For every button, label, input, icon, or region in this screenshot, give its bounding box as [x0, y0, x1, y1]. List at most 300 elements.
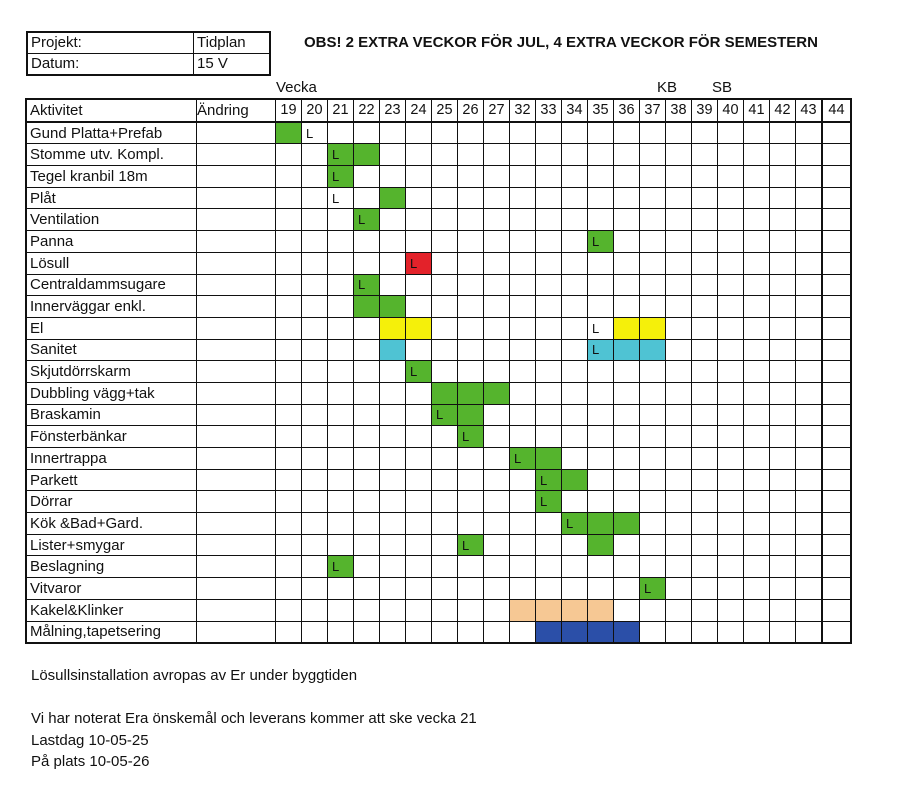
activity-row — [26, 361, 851, 383]
schedule-cell-week-33 — [536, 534, 562, 556]
week-header-22: 22 — [354, 99, 380, 122]
activity-row — [26, 296, 851, 318]
schedule-cell-week-42 — [770, 361, 796, 383]
schedule-cell-week-26 — [458, 209, 484, 231]
schedule-cell-week-36 — [614, 317, 640, 339]
schedule-cell-week-42 — [770, 274, 796, 296]
schedule-cell-week-33 — [536, 144, 562, 166]
schedule-cell-week-26 — [458, 166, 484, 188]
schedule-cell-week-21 — [328, 534, 354, 556]
schedule-cell-week-42 — [770, 252, 796, 274]
schedule-cell-week-26 — [458, 317, 484, 339]
schedule-cell-week-43 — [796, 187, 823, 209]
schedule-cell-week-27 — [484, 144, 510, 166]
schedule-cell-week-20 — [302, 448, 328, 470]
schedule-cell-week-25 — [432, 274, 458, 296]
schedule-cell-week-39 — [692, 339, 718, 361]
schedule-cell-week-37 — [640, 404, 666, 426]
schedule-cell-week-42 — [770, 122, 796, 144]
schedule-cell-week-34 — [562, 274, 588, 296]
delivery-marker: L — [332, 190, 340, 206]
change-cell — [197, 426, 276, 448]
schedule-cell-week-37 — [640, 448, 666, 470]
week-header-39: 39 — [692, 99, 718, 122]
schedule-cell-week-19 — [276, 317, 302, 339]
schedule-cell-week-40 — [718, 361, 744, 383]
schedule-cell-week-38 — [666, 296, 692, 318]
schedule-cell-week-21 — [328, 252, 354, 274]
week-header-40: 40 — [718, 99, 744, 122]
schedule-cell-week-36 — [614, 513, 640, 535]
schedule-cell-week-21 — [328, 621, 354, 643]
schedule-cell-week-35 — [588, 404, 614, 426]
schedule-cell-week-37 — [640, 426, 666, 448]
schedule-cell-week-20 — [302, 122, 328, 144]
schedule-cell-week-19 — [276, 556, 302, 578]
activity-row — [26, 274, 851, 296]
activity-name: Centraldammsugare — [26, 274, 197, 296]
change-cell — [197, 578, 276, 600]
schedule-cell-week-41 — [744, 382, 770, 404]
week-header-36: 36 — [614, 99, 640, 122]
schedule-cell-week-20 — [302, 621, 328, 643]
schedule-cell-week-39 — [692, 556, 718, 578]
schedule-cell-week-25 — [432, 252, 458, 274]
schedule-cell-week-35 — [588, 274, 614, 296]
schedule-cell-week-44 — [822, 382, 851, 404]
schedule-cell-week-43 — [796, 469, 823, 491]
schedule-cell-week-23 — [380, 252, 406, 274]
schedule-cell-week-19 — [276, 166, 302, 188]
activity-row — [26, 166, 851, 188]
schedule-cell-week-44 — [822, 317, 851, 339]
schedule-cell-week-40 — [718, 621, 744, 643]
schedule-cell-week-25 — [432, 209, 458, 231]
schedule-cell-week-40 — [718, 599, 744, 621]
schedule-cell-week-33 — [536, 166, 562, 188]
schedule-cell-week-26 — [458, 252, 484, 274]
schedule-cell-week-22 — [354, 556, 380, 578]
schedule-cell-week-21 — [328, 122, 354, 144]
schedule-cell-week-22 — [354, 296, 380, 318]
schedule-cell-week-34 — [562, 382, 588, 404]
schedule-cell-week-32 — [510, 382, 536, 404]
change-cell — [197, 122, 276, 144]
sb-flag: SB — [712, 79, 733, 96]
schedule-cell-week-44 — [822, 513, 851, 535]
schedule-cell-week-22 — [354, 534, 380, 556]
schedule-cell-week-23 — [380, 122, 406, 144]
schedule-cell-week-35 — [588, 599, 614, 621]
schedule-cell-week-20 — [302, 296, 328, 318]
schedule-cell-week-36 — [614, 534, 640, 556]
schedule-cell-week-41 — [744, 469, 770, 491]
schedule-cell-week-41 — [744, 404, 770, 426]
activity-name: Beslagning — [26, 556, 197, 578]
schedule-cell-week-42 — [770, 296, 796, 318]
schedule-cell-week-33 — [536, 339, 562, 361]
schedule-cell-week-27 — [484, 209, 510, 231]
delivery-marker: L — [410, 255, 418, 271]
schedule-cell-week-22 — [354, 187, 380, 209]
schedule-cell-week-36 — [614, 448, 640, 470]
schedule-cell-week-37 — [640, 382, 666, 404]
schedule-cell-week-26 — [458, 296, 484, 318]
schedule-cell-week-27 — [484, 578, 510, 600]
schedule-cell-week-36 — [614, 144, 640, 166]
schedule-cell-week-44 — [822, 122, 851, 144]
schedule-cell-week-22 — [354, 599, 380, 621]
schedule-cell-week-24 — [406, 469, 432, 491]
schedule-cell-week-19 — [276, 187, 302, 209]
schedule-cell-week-40 — [718, 578, 744, 600]
schedule-cell-week-41 — [744, 448, 770, 470]
schedule-cell-week-21 — [328, 382, 354, 404]
schedule-cell-week-23 — [380, 469, 406, 491]
schedule-cell-week-33 — [536, 122, 562, 144]
schedule-cell-week-26 — [458, 426, 484, 448]
schedule-cell-week-34 — [562, 231, 588, 253]
schedule-cell-week-38 — [666, 599, 692, 621]
schedule-cell-week-42 — [770, 339, 796, 361]
change-cell — [197, 361, 276, 383]
schedule-cell-week-38 — [666, 382, 692, 404]
activity-row — [26, 122, 851, 144]
schedule-cell-week-20 — [302, 513, 328, 535]
week-header-33: 33 — [536, 99, 562, 122]
schedule-cell-week-26 — [458, 491, 484, 513]
schedule-cell-week-24 — [406, 448, 432, 470]
schedule-cell-week-24 — [406, 296, 432, 318]
schedule-cell-week-41 — [744, 209, 770, 231]
schedule-cell-week-26 — [458, 556, 484, 578]
schedule-cell-week-20 — [302, 339, 328, 361]
week-header-34: 34 — [562, 99, 588, 122]
schedule-cell-week-19 — [276, 274, 302, 296]
activity-row — [26, 534, 851, 556]
schedule-cell-week-37 — [640, 209, 666, 231]
schedule-cell-week-33 — [536, 231, 562, 253]
schedule-cell-week-37 — [640, 122, 666, 144]
schedule-cell-week-19 — [276, 513, 302, 535]
schedule-cell-week-21 — [328, 231, 354, 253]
schedule-cell-week-21 — [328, 426, 354, 448]
schedule-cell-week-34 — [562, 166, 588, 188]
schedule-cell-week-21 — [328, 491, 354, 513]
project-info-box — [26, 31, 271, 76]
schedule-cell-week-38 — [666, 274, 692, 296]
schedule-cell-week-42 — [770, 469, 796, 491]
delivery-marker: L — [592, 320, 600, 336]
week-header-23: 23 — [380, 99, 406, 122]
week-header-21: 21 — [328, 99, 354, 122]
schedule-cell-week-36 — [614, 231, 640, 253]
schedule-cell-week-44 — [822, 231, 851, 253]
week-header-35: 35 — [588, 99, 614, 122]
schedule-cell-week-32 — [510, 296, 536, 318]
schedule-cell-week-32 — [510, 621, 536, 643]
schedule-cell-week-42 — [770, 491, 796, 513]
schedule-cell-week-24 — [406, 382, 432, 404]
schedule-cell-week-32 — [510, 578, 536, 600]
schedule-cell-week-44 — [822, 144, 851, 166]
schedule-cell-week-27 — [484, 382, 510, 404]
schedule-cell-week-24 — [406, 231, 432, 253]
schedule-header-row — [26, 99, 851, 122]
schedule-cell-week-26 — [458, 144, 484, 166]
schedule-cell-week-44 — [822, 491, 851, 513]
schedule-cell-week-26 — [458, 469, 484, 491]
schedule-cell-week-41 — [744, 317, 770, 339]
schedule-cell-week-38 — [666, 122, 692, 144]
schedule-cell-week-23 — [380, 166, 406, 188]
schedule-cell-week-20 — [302, 187, 328, 209]
schedule-cell-week-34 — [562, 404, 588, 426]
schedule-cell-week-40 — [718, 187, 744, 209]
schedule-cell-week-43 — [796, 144, 823, 166]
schedule-cell-week-37 — [640, 513, 666, 535]
schedule-cell-week-34 — [562, 491, 588, 513]
schedule-cell-week-41 — [744, 621, 770, 643]
change-cell — [197, 448, 276, 470]
schedule-cell-week-43 — [796, 317, 823, 339]
delivery-marker: L — [332, 168, 340, 184]
schedule-cell-week-26 — [458, 621, 484, 643]
delivery-marker: L — [566, 515, 574, 531]
schedule-cell-week-42 — [770, 599, 796, 621]
schedule-cell-week-40 — [718, 448, 744, 470]
schedule-cell-week-19 — [276, 621, 302, 643]
schedule-cell-week-37 — [640, 252, 666, 274]
schedule-cell-week-24 — [406, 187, 432, 209]
schedule-cell-week-32 — [510, 404, 536, 426]
schedule-cell-week-38 — [666, 513, 692, 535]
delivery-marker: L — [358, 212, 366, 228]
schedule-cell-week-34 — [562, 426, 588, 448]
schedule-cell-week-22 — [354, 513, 380, 535]
schedule-cell-week-32 — [510, 122, 536, 144]
schedule-cell-week-40 — [718, 469, 744, 491]
schedule-cell-week-40 — [718, 274, 744, 296]
week-header-41: 41 — [744, 99, 770, 122]
schedule-cell-week-27 — [484, 448, 510, 470]
schedule-cell-week-44 — [822, 209, 851, 231]
change-cell — [197, 556, 276, 578]
schedule-cell-week-39 — [692, 513, 718, 535]
activity-name: Lister+smygar — [26, 534, 197, 556]
schedule-cell-week-23 — [380, 448, 406, 470]
schedule-cell-week-33 — [536, 209, 562, 231]
schedule-cell-week-42 — [770, 556, 796, 578]
schedule-cell-week-23 — [380, 339, 406, 361]
schedule-cell-week-40 — [718, 513, 744, 535]
schedule-cell-week-22 — [354, 209, 380, 231]
week-header-24: 24 — [406, 99, 432, 122]
schedule-cell-week-26 — [458, 187, 484, 209]
schedule-cell-week-41 — [744, 513, 770, 535]
schedule-cell-week-36 — [614, 599, 640, 621]
schedule-cell-week-23 — [380, 599, 406, 621]
schedule-cell-week-33 — [536, 448, 562, 470]
schedule-cell-week-32 — [510, 513, 536, 535]
change-column-header: Ändring — [197, 99, 276, 122]
activity-row — [26, 252, 851, 274]
schedule-cell-week-19 — [276, 382, 302, 404]
activity-row — [26, 621, 851, 643]
schedule-cell-week-26 — [458, 231, 484, 253]
schedule-cell-week-33 — [536, 404, 562, 426]
schedule-cell-week-21 — [328, 599, 354, 621]
schedule-cell-week-34 — [562, 578, 588, 600]
schedule-cell-week-27 — [484, 404, 510, 426]
activity-name: Skjutdörrskarm — [26, 361, 197, 383]
schedule-cell-week-33 — [536, 252, 562, 274]
schedule-cell-week-25 — [432, 187, 458, 209]
schedule-cell-week-33 — [536, 426, 562, 448]
schedule-cell-week-40 — [718, 231, 744, 253]
delivery-marker: L — [462, 429, 470, 445]
schedule-cell-week-26 — [458, 274, 484, 296]
delivery-marker: L — [332, 559, 340, 575]
change-cell — [197, 382, 276, 404]
delivery-marker: L — [540, 494, 548, 510]
schedule-cell-week-35 — [588, 252, 614, 274]
schedule-cell-week-24 — [406, 317, 432, 339]
schedule-cell-week-41 — [744, 166, 770, 188]
schedule-cell-week-41 — [744, 534, 770, 556]
schedule-cell-week-39 — [692, 621, 718, 643]
schedule-cell-week-38 — [666, 361, 692, 383]
schedule-cell-week-40 — [718, 339, 744, 361]
schedule-cell-week-36 — [614, 252, 640, 274]
schedule-cell-week-43 — [796, 122, 823, 144]
schedule-cell-week-27 — [484, 513, 510, 535]
schedule-cell-week-25 — [432, 166, 458, 188]
schedule-cell-week-22 — [354, 404, 380, 426]
activity-row — [26, 578, 851, 600]
schedule-cell-week-19 — [276, 534, 302, 556]
schedule-cell-week-23 — [380, 274, 406, 296]
schedule-cell-week-36 — [614, 382, 640, 404]
schedule-cell-week-19 — [276, 491, 302, 513]
schedule-cell-week-23 — [380, 491, 406, 513]
change-cell — [197, 534, 276, 556]
schedule-cell-week-21 — [328, 361, 354, 383]
schedule-cell-week-40 — [718, 382, 744, 404]
schedule-cell-week-27 — [484, 426, 510, 448]
schedule-cell-week-42 — [770, 317, 796, 339]
schedule-cell-week-37 — [640, 599, 666, 621]
schedule-cell-week-41 — [744, 296, 770, 318]
change-cell — [197, 144, 276, 166]
schedule-cell-week-22 — [354, 491, 380, 513]
schedule-cell-week-24 — [406, 339, 432, 361]
schedule-cell-week-33 — [536, 296, 562, 318]
schedule-cell-week-37 — [640, 296, 666, 318]
schedule-cell-week-43 — [796, 426, 823, 448]
schedule-cell-week-39 — [692, 296, 718, 318]
schedule-grid — [25, 98, 852, 644]
schedule-cell-week-41 — [744, 491, 770, 513]
schedule-cell-week-27 — [484, 361, 510, 383]
schedule-cell-week-35 — [588, 621, 614, 643]
schedule-cell-week-23 — [380, 187, 406, 209]
schedule-cell-week-27 — [484, 187, 510, 209]
activity-row — [26, 339, 851, 361]
activity-name: Dubbling vägg+tak — [26, 382, 197, 404]
date-value: 15 V — [194, 54, 271, 76]
activity-name: Plåt — [26, 187, 197, 209]
schedule-cell-week-32 — [510, 599, 536, 621]
schedule-cell-week-44 — [822, 361, 851, 383]
schedule-cell-week-43 — [796, 274, 823, 296]
activity-name: Stomme utv. Kompl. — [26, 144, 197, 166]
schedule-cell-week-40 — [718, 534, 744, 556]
schedule-cell-week-20 — [302, 404, 328, 426]
schedule-cell-week-42 — [770, 513, 796, 535]
schedule-cell-week-27 — [484, 469, 510, 491]
schedule-cell-week-39 — [692, 122, 718, 144]
schedule-cell-week-19 — [276, 469, 302, 491]
schedule-cell-week-32 — [510, 274, 536, 296]
schedule-cell-week-21 — [328, 274, 354, 296]
schedule-cell-week-24 — [406, 491, 432, 513]
schedule-cell-week-24 — [406, 556, 432, 578]
schedule-cell-week-23 — [380, 361, 406, 383]
schedule-cell-week-37 — [640, 361, 666, 383]
schedule-cell-week-26 — [458, 578, 484, 600]
schedule-cell-week-23 — [380, 404, 406, 426]
schedule-cell-week-26 — [458, 361, 484, 383]
activity-name: Kakel&Klinker — [26, 599, 197, 621]
schedule-cell-week-22 — [354, 144, 380, 166]
activity-row — [26, 209, 851, 231]
schedule-cell-week-44 — [822, 599, 851, 621]
schedule-cell-week-38 — [666, 144, 692, 166]
schedule-cell-week-37 — [640, 578, 666, 600]
schedule-cell-week-35 — [588, 339, 614, 361]
schedule-cell-week-43 — [796, 599, 823, 621]
schedule-cell-week-33 — [536, 578, 562, 600]
schedule-cell-week-44 — [822, 296, 851, 318]
schedule-cell-week-44 — [822, 556, 851, 578]
schedule-cell-week-44 — [822, 339, 851, 361]
schedule-cell-week-40 — [718, 491, 744, 513]
schedule-cell-week-42 — [770, 621, 796, 643]
kb-flag: KB — [657, 79, 678, 96]
schedule-cell-week-27 — [484, 556, 510, 578]
week-header-32: 32 — [510, 99, 536, 122]
schedule-cell-week-21 — [328, 166, 354, 188]
schedule-cell-week-22 — [354, 621, 380, 643]
change-cell — [197, 187, 276, 209]
schedule-cell-week-25 — [432, 448, 458, 470]
schedule-cell-week-25 — [432, 144, 458, 166]
schedule-cell-week-24 — [406, 122, 432, 144]
schedule-cell-week-36 — [614, 187, 640, 209]
schedule-cell-week-25 — [432, 361, 458, 383]
schedule-cell-week-23 — [380, 209, 406, 231]
schedule-cell-week-25 — [432, 578, 458, 600]
schedule-cell-week-39 — [692, 578, 718, 600]
schedule-cell-week-25 — [432, 122, 458, 144]
schedule-cell-week-27 — [484, 122, 510, 144]
schedule-cell-week-36 — [614, 469, 640, 491]
schedule-cell-week-43 — [796, 339, 823, 361]
activity-row — [26, 448, 851, 470]
activity-name: Braskamin — [26, 404, 197, 426]
delivery-marker: L — [514, 450, 522, 466]
